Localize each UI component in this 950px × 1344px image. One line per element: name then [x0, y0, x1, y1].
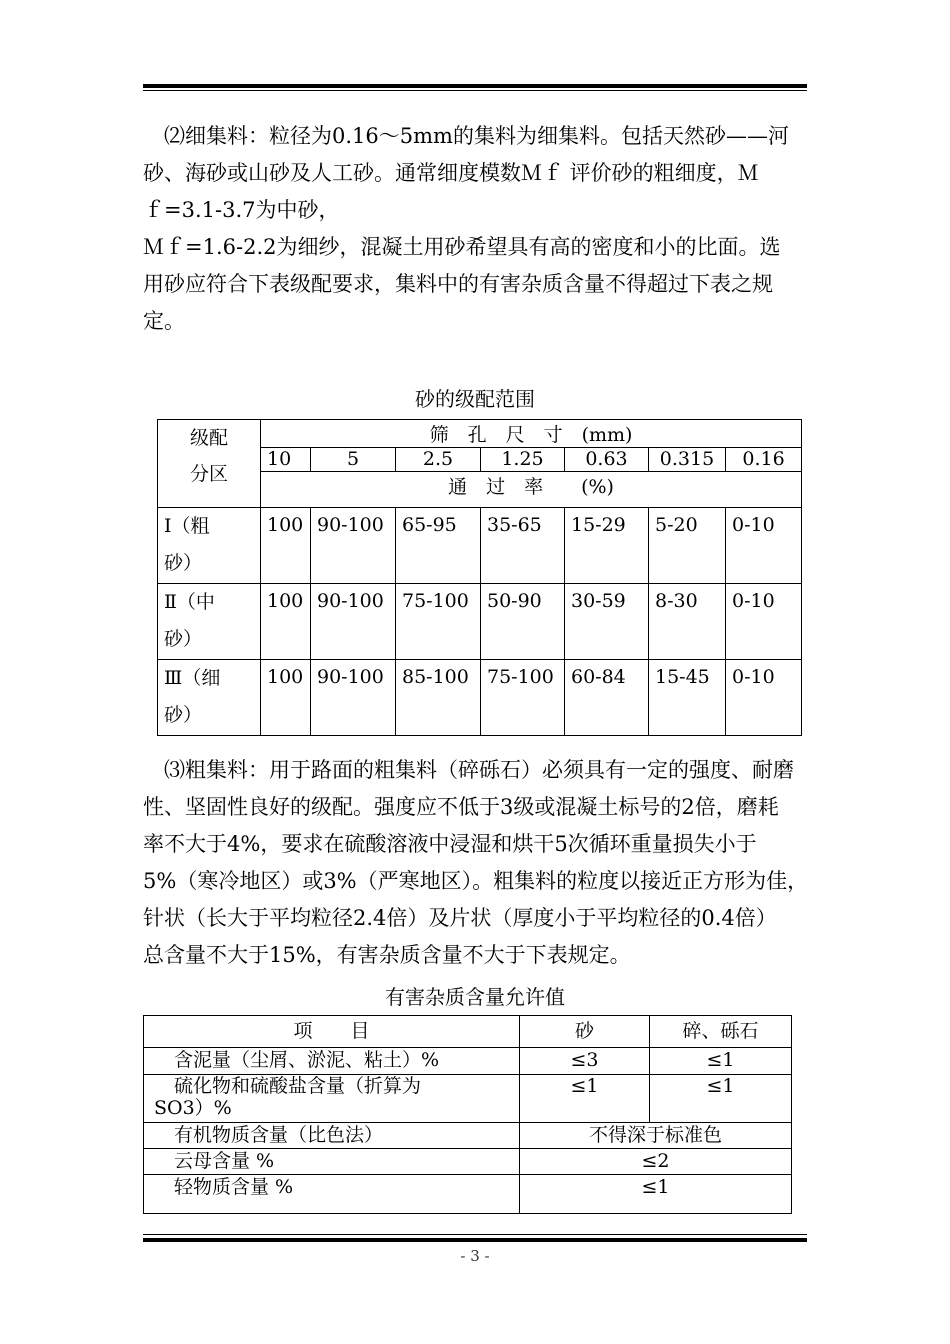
header-rule-thick [143, 84, 807, 88]
table-cell: 0-10 [726, 660, 802, 736]
sand-grading-table [157, 419, 802, 736]
paragraph-line: 总含量不大于15%，有害杂质含量不大于下表规定。 [143, 943, 631, 967]
item-cell [144, 1075, 520, 1123]
table-cell: 75-100 [396, 584, 481, 660]
paragraph-line: 定。 [143, 309, 185, 333]
value-cell: 不得深于标准色 [520, 1123, 792, 1149]
paragraph-line: ｆ=3.1-3.7为中砂， [143, 198, 340, 222]
sieve-size-cell: 5 [311, 448, 396, 472]
paragraph-line: 砂、海砂或山砂及人工砂。通常细度模数Ｍｆ 评价砂的粗细度，Ｍ [143, 161, 759, 185]
value-cell: ≤1 [520, 1175, 792, 1214]
header-item-cell: 项 目 [144, 1016, 520, 1048]
item-line: 硫化物和硫酸盐含量（折算为 [174, 1075, 422, 1097]
sieve-size-cell: 0.16 [726, 448, 802, 472]
table-row [144, 1048, 792, 1075]
table-cell: 15-29 [565, 508, 649, 584]
harmful-table-caption: 有害杂质含量允许值 [385, 985, 565, 1009]
table-cell: 100 [261, 660, 311, 736]
paragraph-line: 5%（寒冷地区）或3%（严寒地区）。粗集料的粒度以接近正方形为佳， [143, 869, 809, 893]
table-cell: 5-20 [649, 508, 726, 584]
passing-rate-header: 通 过 率 (%) [261, 472, 802, 508]
header-gravel-cell: 碎、砾石 [650, 1016, 792, 1048]
table-cell: 30-59 [565, 584, 649, 660]
harmful-impurity-table [143, 1015, 792, 1214]
fine-aggregate-paragraph [143, 118, 807, 340]
paragraph-line: 率不大于4%，要求在硫酸溶液中浸湿和烘干5次循环重量损失小于 [143, 832, 757, 856]
zone-label: 砂） [164, 552, 203, 574]
coarse-aggregate-paragraph [143, 752, 807, 974]
table-cell: 85-100 [396, 660, 481, 736]
sieve-size-cell: 0.63 [565, 448, 649, 472]
table-cell: 60-84 [565, 660, 649, 736]
item-cell: 轻物质含量 % [144, 1175, 520, 1214]
sieve-size-cell: 10 [261, 448, 311, 472]
table-cell: 100 [261, 584, 311, 660]
zone-label: Ⅲ（细 [164, 667, 221, 689]
item-cell: 云母含量 % [144, 1149, 520, 1175]
table-cell: 90-100 [311, 660, 396, 736]
paragraph-line: 用砂应符合下表级配要求，集料中的有害杂质含量不得超过下表之规 [143, 272, 773, 296]
sieve-size-header: 筛 孔 尺 寸 (mm) [261, 420, 802, 448]
corner-label: 分区 [189, 463, 228, 485]
zone-label: 砂） [164, 704, 203, 726]
paragraph-line: ⑵细集料：粒径为0.16～5mm的集料为细集料。包括天然砂——河 [164, 124, 789, 148]
table-row [144, 1175, 792, 1214]
zone-label: Ⅰ（粗 [164, 515, 210, 537]
paragraph-line: Ｍｆ=1.6-2.2为细纱，混凝土用砂希望具有高的密度和小的比面。选 [143, 235, 781, 259]
table-cell: 8-30 [649, 584, 726, 660]
item-cell: 有机物质含量（比色法） [144, 1123, 520, 1149]
table-row [158, 508, 802, 584]
footer-rule-thick [143, 1238, 807, 1242]
table-cell: 50-90 [481, 584, 565, 660]
header-sand-cell: 砂 [520, 1016, 650, 1048]
sand-value-cell: ≤1 [520, 1075, 650, 1123]
table-cell: 0-10 [726, 508, 802, 584]
sieve-size-cell: 2.5 [396, 448, 481, 472]
table-cell: 75-100 [481, 660, 565, 736]
zone-cell [158, 584, 261, 660]
zone-cell [158, 508, 261, 584]
table-cell: 0-10 [726, 584, 802, 660]
table-cell: 100 [261, 508, 311, 584]
gravel-value-cell: ≤1 [650, 1075, 792, 1123]
sieve-size-cell: 0.315 [649, 448, 726, 472]
paragraph-line: ⑶粗集料：用于路面的粗集料（碎砾石）必须具有一定的强度、耐磨 [164, 758, 794, 782]
item-cell: 含泥量（尘屑、淤泥、粘土）% [144, 1048, 520, 1075]
footer-rule-thin [143, 1234, 807, 1235]
table-row [158, 660, 802, 736]
sand-value-cell: ≤3 [520, 1048, 650, 1075]
zone-label: 砂） [164, 628, 203, 650]
grading-corner-cell [158, 420, 261, 508]
sieve-size-cell: 1.25 [481, 448, 565, 472]
table-row [144, 1075, 792, 1123]
corner-label: 级配 [189, 427, 228, 449]
paragraph-line: 性、坚固性良好的级配。强度应不低于3级或混凝土标号的2倍，磨耗 [143, 795, 779, 819]
grading-table-caption: 砂的级配范围 [415, 387, 535, 411]
zone-label: Ⅱ（中 [164, 591, 215, 613]
table-cell: 90-100 [311, 584, 396, 660]
table-cell: 15-45 [649, 660, 726, 736]
table-cell: 90-100 [311, 508, 396, 584]
table-row [158, 584, 802, 660]
table-row [144, 1149, 792, 1175]
value-cell: ≤2 [520, 1149, 792, 1175]
table-cell: 65-95 [396, 508, 481, 584]
paragraph-line: 针状（长大于平均粒径2.4倍）及片状（厚度小于平均粒径的0.4倍） [143, 906, 777, 930]
header-rule-thin [143, 90, 807, 91]
item-line: SO3）% [154, 1097, 232, 1119]
page-number: - 3 - [460, 1247, 490, 1265]
gravel-value-cell: ≤1 [650, 1048, 792, 1075]
zone-cell [158, 660, 261, 736]
table-row [144, 1123, 792, 1149]
table-cell: 35-65 [481, 508, 565, 584]
